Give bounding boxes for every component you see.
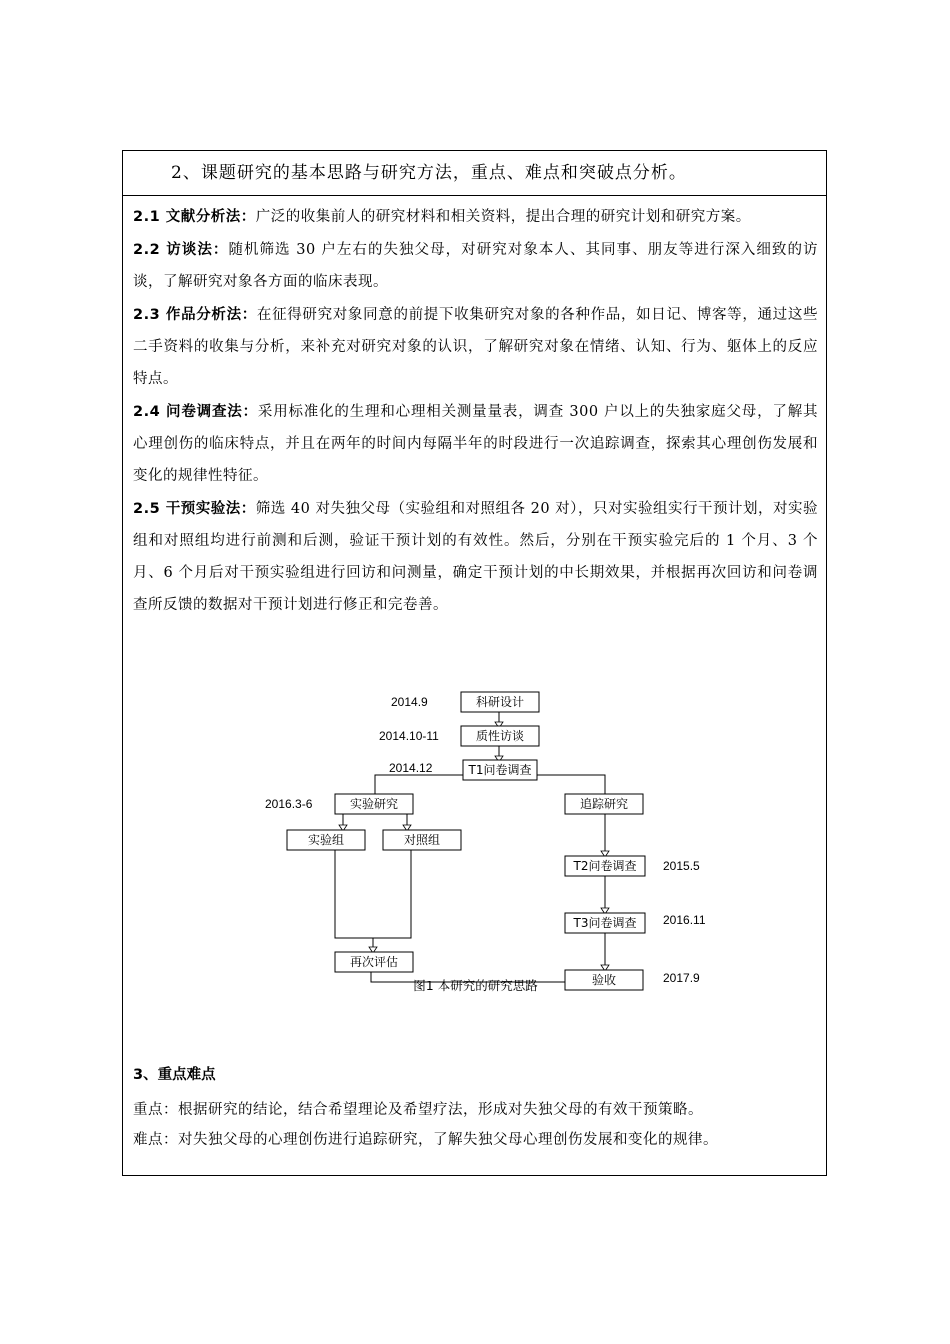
date-t1: 2014.12: [389, 761, 433, 775]
method-text: 随机筛选 30 户左右的失独父母，对研究对象本人、其同事、朋友等进行深入细致的访谈，了解研究对象各方面的临床表现。: [133, 242, 819, 290]
methods-content: [133, 201, 819, 1148]
connector-ctrl-reeval: [373, 850, 411, 938]
box-t2: [565, 856, 645, 876]
box-reeval: [335, 952, 413, 972]
method-paragraph-5: [133, 493, 818, 621]
date-interview: 2014.10-11: [379, 729, 439, 743]
box-t1: [463, 760, 537, 780]
connector-t1-followup: [534, 775, 605, 794]
box-experiment-label: 实验研究: [349, 797, 399, 811]
method-paragraph-4: [133, 396, 818, 492]
difficulty-text: 难点：对失独父母的心理创伤进行追踪研究，了解失独父母心理创伤发展和变化的规律。: [133, 1132, 718, 1148]
method-label: 2.4 问卷调查法：: [133, 404, 258, 420]
method-paragraph-1: [133, 201, 818, 233]
connector-t1-experiment: [375, 775, 464, 794]
connector-exp-reeval: [335, 850, 373, 952]
box-reeval-label: 再次评估: [349, 955, 399, 969]
box-experiment: [335, 794, 413, 814]
date-t3: 2016.11: [663, 913, 706, 927]
box-followup: [565, 794, 643, 814]
box-interview-label: 质性访谈: [475, 729, 525, 743]
document-table: [122, 150, 827, 1176]
box-followup-label: 追踪研究: [579, 797, 629, 811]
box-ctrl-group-label: 对照组: [403, 833, 441, 847]
key-point-text: 重点：根据研究的结论，结合希望理论及希望疗法，形成对失独父母的有效干预策略。: [133, 1102, 703, 1118]
box-exp-group: [287, 830, 365, 850]
section-3-heading: 3、重点难点: [133, 1067, 216, 1083]
date-design: 2014.9: [391, 695, 428, 709]
box-design-label: 科研设计: [475, 695, 525, 709]
box-interview: [461, 726, 539, 746]
box-ctrl-group: [383, 830, 461, 850]
method-text: 采用标准化的生理和心理相关测量量表，调查 300 户以上的失独家庭父母，了解其心理创伤的临床特点，并且在两年的时间内每隔半年的时段进行一次追踪调查，探索其心理创伤发展和变化的规律性特征。: [133, 404, 818, 484]
method-text: 筛选 40 对失独父母（实验组和对照组各 20 对），只对实验组实行干预计划，对实验组和对照组均进行前测和后测，验证干预计划的有效性。然后，分别在干预实验完后的 1 个月、3 个月、6 个月后对干预实验组进行回访和问测量，确定干预计划的中长期效果，并根据再次回访和问卷调查所反馈的数据对干预计划进行修正和完卷善。: [133, 501, 818, 613]
method-label: 2.3 作品分析法：: [133, 307, 257, 323]
box-exp-group-label: 实验组: [307, 833, 345, 847]
box-t3: [565, 913, 645, 933]
section-3: [133, 1059, 818, 1155]
date-accept: 2017.9: [663, 971, 700, 985]
flowchart-arrowheads: [339, 722, 609, 971]
box-design: [461, 692, 539, 712]
date-experiment: 2016.3-6: [265, 797, 313, 811]
box-accept-label: 验收: [591, 973, 617, 987]
method-label: 2.5 干预实验法：: [133, 501, 256, 517]
date-t2: 2015.5: [663, 859, 700, 873]
box-t3-label: T3问卷调查: [573, 916, 637, 930]
method-text: 在征得研究对象同意的前提下收集研究对象的各种作品，如日记、博客等，通过这些二手资料的收集与分析，来补充对研究对象的认识，了解研究对象在情绪、认知、行为、躯体上的反应特点。: [133, 307, 819, 387]
method-label: 2.2 访谈法：: [133, 242, 229, 258]
method-text: 广泛的收集前人的研究材料和相关资料，提出合理的研究计划和研究方案。: [255, 209, 751, 225]
box-t1-label: T1问卷调查: [468, 763, 532, 777]
method-paragraph-2: [133, 234, 818, 298]
section-2-heading: 2、课题研究的基本思路与研究方法，重点、难点和突破点分析。: [123, 151, 826, 196]
figure-caption: 图1 本研究的研究思路: [413, 978, 538, 993]
method-paragraph-3: [133, 299, 818, 395]
method-label: 2.1 文献分析法：: [133, 209, 256, 225]
flowchart-connectors: [335, 712, 605, 982]
box-t2-label: T2问卷调查: [573, 859, 637, 873]
